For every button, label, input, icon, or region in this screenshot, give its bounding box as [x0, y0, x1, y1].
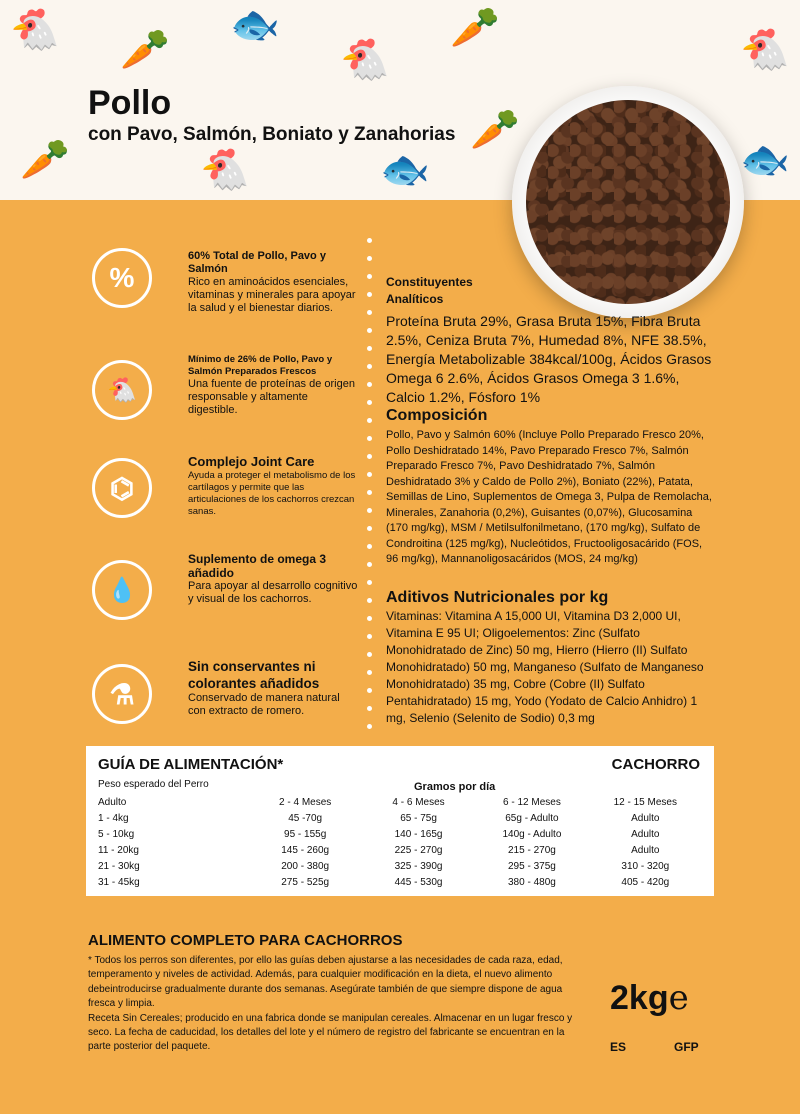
net-weight [610, 978, 689, 1018]
table-cell: 95 - 155g [284, 828, 327, 840]
feature-heading: 60% Total de Pollo, Pavo y Salmón [188, 250, 326, 275]
feature-heading: Mínimo de 26% de Pollo, Pavo y Salmón Preparados Frescos [188, 354, 333, 377]
table-cell: 65 - 75g [400, 812, 437, 824]
table-cell: Adulto [631, 812, 660, 824]
table-cell: Adulto [631, 844, 660, 856]
table-cell: 445 - 530g [394, 876, 443, 888]
feature-heading: Suplemento de omega 3 añadido [188, 552, 327, 580]
analytic-heading-2: Analíticos [386, 292, 444, 306]
table-row [98, 842, 702, 858]
note-paragraph: Receta Sin Cereales; producido en una fabrica donde se manipulan cereales. Almacenar en un lugar fresco y seco. La fecha de caducidad, los detalles del lote y el número de registro del fabricante se encuentran en la parte posterior del paquete. [88, 1012, 573, 1053]
footer-notes [88, 954, 578, 1055]
feature-heading: Sin conservantes ni colorantes añadidos [188, 659, 320, 691]
table-cell: 31 - 45kg [98, 876, 140, 888]
product-title: Pollo [88, 84, 172, 122]
feeding-guide [86, 746, 714, 896]
chicken-icon: 🐔 [92, 360, 152, 420]
feature-body: Una fuente de proteínas de origen responsable y altamente digestible. [188, 378, 355, 416]
additives-text: Vitaminas: Vitamina A 15,000 UI, Vitamina D3 2,000 UI, Vitamina E 95 UI; Oligoelementos: Zinc (Sulfato Monohidratado de Zinc) 50 mg, Hierro (Hierro (II) Sulfato Monohidratado) 50 mg, Manganeso (Sulfato de Manganeso Monohidratado) 35 mg, Cobre (Cobre (II) Sulfato Pentahidratado) 15 mg, Yodo (Yodato de Calcio Anhidro) 1 mg, Selenio (Selenito de Sodio) 0,3 mg [386, 609, 704, 725]
table-cell: 200 - 380g [281, 860, 330, 872]
table-cell: 2 - 4 Meses [279, 796, 332, 808]
gfp-badge: GFP [674, 1040, 699, 1054]
table-row [98, 810, 702, 826]
feature-body: Ayuda a proteger el metabolismo de los cartílagos y permite que las articulaciones de los cachorros crezcan sanas. [188, 470, 356, 517]
analytic-text: Proteína Bruta 29%, Grasa Bruta 15%, Fibra Bruta 2.5%, Ceniza Bruta 7%, Humedad 8%, NFE 38.5%, Energía Metabolizable 384kcal/100g, Ácidos Grasos Omega 6 2.6%, Ácidos Grasos Omega 3 1.6%, Calcio 1.2%, Fósforo 1% [386, 313, 712, 405]
table-cell: 45 -70g [288, 812, 323, 824]
table-cell: 310 - 320g [621, 860, 670, 872]
table-cell: 325 - 390g [394, 860, 443, 872]
guide-stage: CACHORRO [611, 756, 700, 773]
table-cell: 295 - 375g [508, 860, 556, 872]
composition-heading: Composición [386, 407, 488, 424]
table-cell: 140 - 165g [394, 828, 443, 840]
composition-text: Pollo, Pavo y Salmón 60% (Incluye Pollo Preparado Fresco 20%, Pollo Deshidratado 14%, Pavo Preparado Fresco 7%, Salmón Preparado Fresco 7%, Pavo Deshidratado 7%, Salmón Deshidratado 3% y Caldo de Pollo 2%), Boniato (22%), Patata, Semillas de Lino, Suplementos de Omega 3, Pulpa de Remolacha, Minerales, Zanahoria (0,2%), Guisantes (0,07%), Glucosamina (170 mg/kg), MSM / Metilsulfonilmetano, (170 mg/kg), Sulfato de Condroitina (125 mg/kg), Nucleótidos, Fructooligosacárido (FOS, 96 mg/kg), Mannanoligosacáridos (MOS, 24 mg/kg) [386, 429, 712, 565]
omega3-drop-icon: 💧 [92, 560, 152, 620]
header-band: 🐔 🥕 🐟 🐔 🥕 🐔 🥕 🐔 🐟 🥕 🐟 [0, 0, 800, 200]
feeding-table [98, 794, 702, 890]
table-row [98, 874, 702, 890]
table-header-row [98, 794, 702, 810]
table-cell: 275 - 525g [281, 876, 330, 888]
table-cell: 12 - 15 Meses [613, 796, 677, 808]
flask-icon: ⚗ [92, 664, 152, 724]
additives-section [386, 588, 716, 727]
guide-weight-label: Peso esperado del Perro [98, 779, 209, 790]
additives-heading: Aditivos Nutricionales por kg [386, 589, 609, 606]
note-paragraph: * Todos los perros son diferentes, por ello las guías deben ajustarse a las necesidades de cada raza, edad, temperamento y niveles de actividad. Además, para cualquier modificación en la dieta, el nuevo alimento debeintroducirse gradualmente durante dos semanas. Asegúrate también de que siempre dispone de agua fresca y limpia. [88, 955, 563, 1010]
table-cell: 405 - 420g [621, 876, 670, 888]
table-cell: 11 - 20kg [98, 844, 139, 856]
dotted-divider [367, 238, 373, 742]
table-cell: 1 - 4kg [98, 812, 129, 824]
language-code: ES [610, 1040, 627, 1054]
estimated-mark: e [668, 978, 689, 1018]
table-cell: 145 - 260g [281, 844, 330, 856]
complete-food-title: ALIMENTO COMPLETO PARA CACHORROS [88, 932, 403, 949]
table-cell: 5 - 10kg [98, 828, 135, 840]
analytic-section [386, 274, 716, 407]
table-cell: 380 - 480g [508, 876, 556, 888]
feature-body: Conservado de manera natural con extracto de romero. [188, 692, 340, 717]
feature-body: Rico en aminoácidos esenciales, vitaminas y minerales para apoyar la salud y el bienestar diarios. [188, 276, 356, 314]
analytic-heading-1: Constituyentes [386, 275, 473, 289]
table-row [98, 858, 702, 874]
table-cell: 4 - 6 Meses [392, 796, 445, 808]
guide-title: GUÍA DE ALIMENTACIÓN* [98, 756, 284, 773]
joint-icon: ⌬ [92, 458, 152, 518]
product-subtitle: con Pavo, Salmón, Boniato y Zanahorias [88, 124, 456, 145]
table-cell: 215 - 270g [508, 844, 556, 856]
table-cell: Adulto [631, 828, 660, 840]
table-row [98, 826, 702, 842]
composition-section [386, 406, 716, 568]
table-cell: 225 - 270g [394, 844, 443, 856]
percent-icon: % [92, 248, 152, 308]
table-cell: 140g - Adulto [502, 828, 562, 840]
table-cell: Adulto [98, 796, 127, 808]
table-cell: 21 - 30kg [98, 860, 140, 872]
guide-grams-label: Gramos por día [414, 781, 496, 793]
table-cell: 6 - 12 Meses [503, 796, 561, 808]
feature-heading: Complejo Joint Care [188, 454, 315, 469]
net-weight-value: 2kg [610, 979, 669, 1017]
feature-body: Para apoyar al desarrollo cognitivo y visual de los cachorros. [188, 580, 358, 605]
table-cell: 65g - Adulto [505, 812, 559, 824]
